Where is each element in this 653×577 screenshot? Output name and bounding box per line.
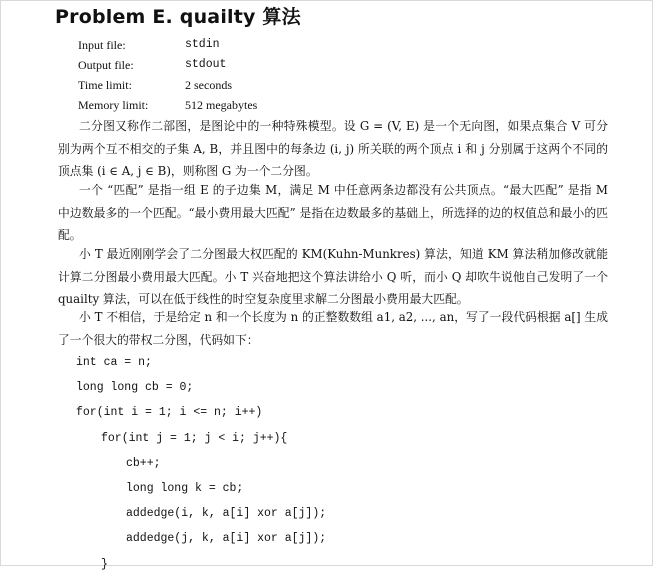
paragraph-matching-definition: 一个 “匹配” 是指一组 E 的子边集 M，满足 M 中任意两条边都没有公共顶点。“最大匹配” 是指 M 中边数最多的一个匹配。“最小费用最大匹配” 是指在边数最多的基础上，所选择的边的权值总和最小的匹配。: [58, 183, 608, 242]
code-line: addedge(i, k, a[i] xor a[j]);: [126, 507, 327, 521]
meta-value: stdout: [185, 58, 227, 71]
code-line: for(int i = 1; i <= n; i++): [76, 406, 263, 420]
meta-key: Output file:: [78, 58, 134, 72]
paragraph-bipartite-definition: 二分图又称作二部图，是图论中的一种特殊模型。设 G = (V, E) 是一个无向图，如果点集合 V 可分别为两个互不相交的子集 A, B，并且图中的每条边 (i, j) 所关联的两个顶点 i 和 j 分别属于这两个不同的顶点集 (i ∈ A, j ∈ B)，则称图 G 为一个二分图。: [58, 119, 608, 178]
code-line: }: [101, 557, 108, 571]
meta-value: 512 megabytes: [185, 98, 258, 112]
meta-key: Input file:: [78, 38, 126, 52]
problem-title: Problem E. quailty 算法: [55, 6, 301, 28]
code-line: for(int j = 1; j < i; j++){: [101, 431, 288, 445]
code-line: long long k = cb;: [126, 481, 244, 495]
problem-meta-table: [78, 35, 257, 115]
meta-key: Time limit:: [78, 78, 132, 92]
code-line: long long cb = 0;: [76, 381, 194, 395]
meta-row-output: [78, 55, 257, 75]
meta-value: stdin: [185, 38, 220, 51]
code-block: [76, 350, 326, 577]
meta-value: 2 seconds: [185, 78, 232, 92]
meta-key: Memory limit:: [78, 98, 149, 112]
meta-row-input: [78, 35, 257, 55]
code-line: addedge(j, k, a[i] xor a[j]);: [126, 532, 327, 546]
meta-row-time: [78, 75, 257, 95]
code-line: int ca = n;: [76, 356, 152, 369]
code-line: cb++;: [126, 456, 161, 470]
paragraph-story: 小 T 最近刚刚学会了二分图最大权匹配的 KM(Kuhn-Munkres) 算法，知道 KM 算法稍加修改就能计算二分图最小费用最大匹配。小 T 兴奋地把这个算法讲给小 Q 听，而小 Q 却吹牛说他自己发明了一个 quailty 算法，可以在低于线性的时空复杂度里求解二分图最小费用最大匹配。: [58, 247, 608, 306]
meta-row-memory: [78, 95, 257, 115]
paragraph-code-intro: 小 T 不相信，于是给定 n 和一个长度为 n 的正整数数组 a1, a2, ..., an，写了一段代码根据 a[] 生成了一个很大的带权二分图，代码如下：: [58, 310, 608, 347]
